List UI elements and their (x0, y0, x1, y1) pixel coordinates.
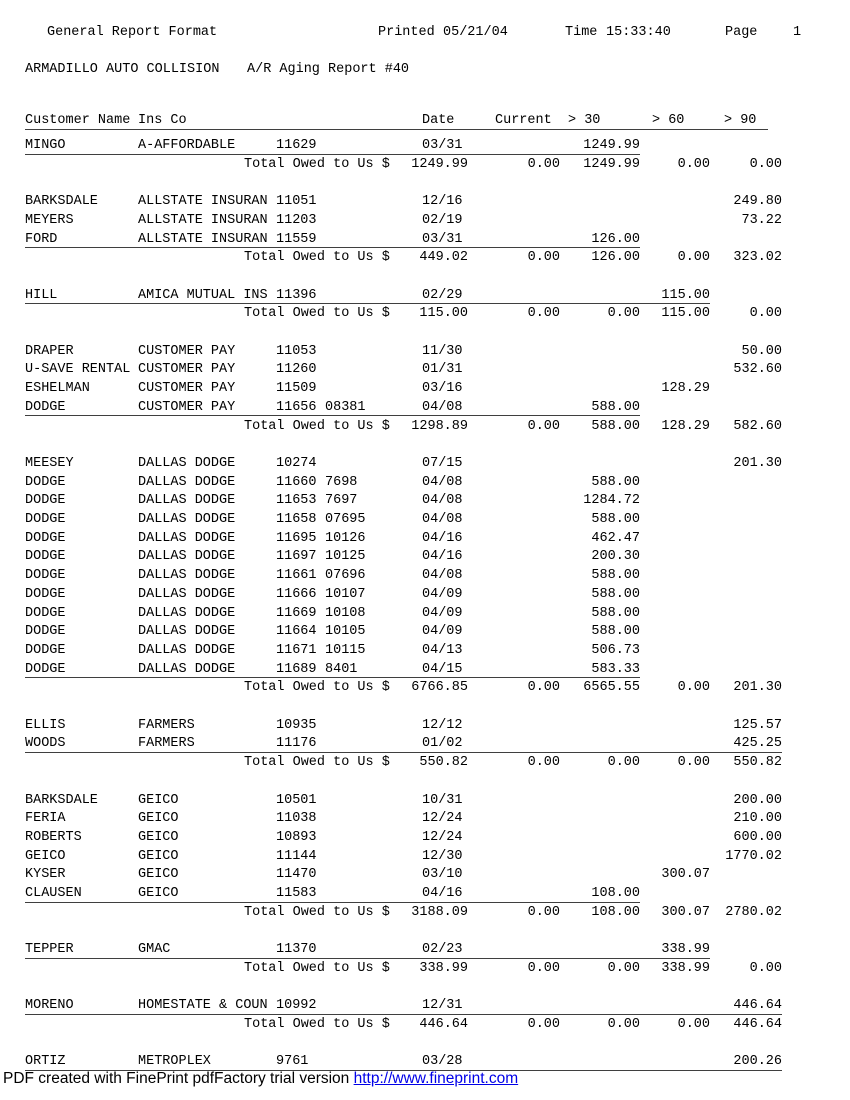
total-over-30-cell: 588.00 (591, 418, 640, 434)
customer-name-cell: MEESEY (25, 455, 74, 471)
date-cell: 04/08 (422, 568, 463, 584)
total-current-cell: 0.00 (527, 960, 560, 976)
claim-cell: 7697 (325, 493, 358, 509)
customer-name-cell: KYSER (25, 867, 66, 883)
customer-name-cell: FORD (25, 231, 58, 247)
total-over-60-cell: 115.00 (661, 306, 710, 322)
ins-co-cell: DALLAS DODGE (138, 455, 236, 471)
customer-name-cell: MINGO (25, 138, 66, 153)
ins-co-cell: GMAC (138, 942, 171, 958)
customer-name-cell: DODGE (25, 642, 66, 658)
ins-co-cell: DALLAS DODGE (138, 474, 236, 490)
invoice-cell: 11697 (276, 549, 317, 565)
claim-cell: 07696 (325, 568, 366, 584)
date-cell: 04/13 (422, 642, 463, 658)
over-30-cell: 588.00 (591, 624, 640, 640)
total-amount-cell: 1249.99 (411, 156, 468, 172)
ins-co-cell: AMICA MUTUAL INS (138, 287, 268, 303)
total-over-30-cell: 0.00 (607, 1016, 640, 1032)
total-amount-cell: 338.99 (419, 960, 468, 976)
total-over-60-cell: 0.00 (677, 755, 710, 771)
customer-name-cell: HILL (25, 287, 58, 303)
total-label: Total Owed to Us $ (244, 418, 390, 434)
total-label: Total Owed to Us $ (244, 755, 390, 771)
invoice-cell: 11260 (276, 362, 317, 378)
total-over-90-cell: 0.00 (749, 960, 782, 976)
invoice-cell: 11176 (276, 736, 317, 752)
total-over-60-cell: 0.00 (677, 250, 710, 266)
ins-co-cell: DALLAS DODGE (138, 493, 236, 509)
ins-co-cell: CUSTOMER PAY (138, 343, 236, 359)
group-total-row (0, 157, 850, 176)
date-cell: 12/16 (422, 194, 463, 210)
claim-cell: 10126 (325, 530, 366, 546)
ins-co-cell: DALLAS DODGE (138, 549, 236, 565)
over-90-cell: 249.80 (733, 194, 782, 210)
ins-co-cell: DALLAS DODGE (138, 568, 236, 584)
report-row (0, 793, 850, 812)
customer-name-cell: DODGE (25, 605, 66, 621)
date-cell: 02/19 (422, 212, 463, 228)
group-underline (25, 303, 710, 304)
company-name: ARMADILLO AUTO COLLISION (25, 62, 220, 77)
ins-co-cell: DALLAS DODGE (138, 586, 236, 602)
total-current-cell: 0.00 (527, 680, 560, 696)
group-total-row (0, 680, 850, 699)
ins-co-cell: A-AFFORDABLE (138, 138, 236, 153)
total-over-30-cell: 0.00 (607, 306, 640, 322)
total-over-90-cell: 2780.02 (725, 904, 782, 920)
ins-co-cell: METROPLEX (138, 1054, 211, 1070)
invoice-cell: 10935 (276, 717, 317, 733)
claim-cell: 07695 (325, 512, 366, 527)
total-amount-cell: 550.82 (419, 755, 468, 771)
date-cell: 04/08 (422, 399, 463, 415)
ins-co-cell: CUSTOMER PAY (138, 381, 236, 397)
date-cell: 12/24 (422, 829, 463, 845)
report-row (0, 213, 850, 232)
ins-co-cell: DALLAS DODGE (138, 530, 236, 546)
customer-name-cell: CLAUSEN (25, 886, 82, 901)
total-current-cell: 0.00 (527, 156, 560, 172)
total-amount-cell: 6766.85 (411, 680, 468, 696)
over-30-cell: 108.00 (591, 886, 640, 901)
over-90-cell: 201.30 (733, 455, 782, 471)
customer-name-cell: BARKSDALE (25, 792, 98, 808)
total-label: Total Owed to Us $ (244, 680, 390, 696)
total-over-30-cell: 1249.99 (583, 156, 640, 172)
report-row (0, 362, 850, 381)
report-row (0, 643, 850, 662)
over-30-cell: 588.00 (591, 605, 640, 621)
over-30-cell: 588.00 (591, 568, 640, 584)
over-90-cell: 200.26 (733, 1054, 782, 1070)
customer-name-cell: BARKSDALE (25, 194, 98, 210)
col-over-90: > 90 (724, 113, 757, 128)
over-90-cell: 73.22 (741, 212, 782, 228)
over-90-cell: 210.00 (733, 811, 782, 827)
total-over-90-cell: 446.64 (733, 1016, 782, 1032)
report-row (0, 493, 850, 512)
ins-co-cell: FARMERS (138, 736, 195, 752)
group-total-row (0, 755, 850, 774)
ins-co-cell: DALLAS DODGE (138, 605, 236, 621)
over-30-cell: 126.00 (591, 231, 640, 247)
date-cell: 12/24 (422, 811, 463, 827)
customer-name-cell: DODGE (25, 512, 66, 527)
claim-cell: 10125 (325, 549, 366, 565)
date-cell: 02/29 (422, 287, 463, 303)
invoice-cell: 11695 (276, 530, 317, 546)
claim-cell: 7698 (325, 474, 358, 490)
time-label: Time (565, 25, 598, 40)
customer-name-cell: WOODS (25, 736, 66, 752)
total-over-60-cell: 0.00 (677, 1016, 710, 1032)
over-90-cell: 446.64 (733, 998, 782, 1014)
total-label: Total Owed to Us $ (244, 306, 390, 322)
report-row (0, 811, 850, 830)
group-underline (25, 1014, 782, 1015)
footer-text: PDF created with FinePrint pdfFactory trial version (3, 1070, 354, 1087)
ins-co-cell: GEICO (138, 792, 179, 808)
claim-cell: 08381 (325, 399, 366, 415)
total-amount-cell: 1298.89 (411, 418, 468, 434)
date-cell: 02/23 (422, 942, 463, 958)
ins-co-cell: DALLAS DODGE (138, 624, 236, 640)
date-cell: 03/16 (422, 381, 463, 397)
customer-name-cell: U-SAVE RENTAL (25, 362, 131, 378)
col-over-30: > 30 (568, 113, 601, 128)
over-60-cell: 115.00 (661, 287, 710, 303)
customer-name-cell: ROBERTS (25, 829, 82, 845)
over-90-cell: 50.00 (741, 343, 782, 359)
date-cell: 11/30 (422, 343, 463, 359)
invoice-cell: 11396 (276, 287, 317, 303)
report-format-title: General Report Format (47, 25, 218, 40)
date-cell: 01/02 (422, 736, 463, 752)
over-30-cell: 588.00 (591, 399, 640, 415)
report-row (0, 475, 850, 494)
date-cell: 12/30 (422, 848, 463, 864)
total-over-30-cell: 108.00 (591, 904, 640, 920)
customer-name-cell: DODGE (25, 399, 66, 415)
total-amount-cell: 115.00 (419, 306, 468, 322)
total-over-60-cell: 338.99 (661, 960, 710, 976)
group-underline (25, 958, 710, 959)
date-cell: 07/15 (422, 455, 463, 471)
report-row (0, 830, 850, 849)
date-cell: 03/31 (422, 138, 463, 153)
date-cell: 03/31 (422, 231, 463, 247)
invoice-cell: 11629 (276, 138, 317, 153)
invoice-cell: 11583 (276, 886, 317, 901)
total-amount-cell: 3188.09 (411, 904, 468, 920)
date-cell: 10/31 (422, 792, 463, 808)
over-30-cell: 583.33 (591, 661, 640, 677)
over-90-cell: 425.25 (733, 736, 782, 752)
over-60-cell: 128.29 (661, 381, 710, 397)
total-over-90-cell: 0.00 (749, 306, 782, 322)
group-underline (25, 154, 640, 155)
ins-co-cell: CUSTOMER PAY (138, 362, 236, 378)
ins-co-cell: CUSTOMER PAY (138, 399, 236, 415)
col-ins-co: Ins Co (138, 113, 187, 128)
over-30-cell: 588.00 (591, 512, 640, 527)
ins-co-cell: FARMERS (138, 717, 195, 733)
ins-co-cell: ALLSTATE INSURAN (138, 194, 268, 210)
report-row (0, 568, 850, 587)
date-cell: 04/09 (422, 605, 463, 621)
date-cell: 04/16 (422, 886, 463, 901)
report-name: A/R Aging Report #40 (247, 62, 410, 77)
total-label: Total Owed to Us $ (244, 904, 390, 920)
date-cell: 04/16 (422, 530, 463, 546)
over-60-cell: 300.07 (661, 867, 710, 883)
claim-cell: 10105 (325, 624, 366, 640)
date-cell: 03/10 (422, 867, 463, 883)
report-row (0, 849, 850, 868)
report-row (0, 624, 850, 643)
claim-cell: 8401 (325, 661, 358, 677)
ins-co-cell: GEICO (138, 829, 179, 845)
group-underline (25, 247, 640, 248)
invoice-cell: 11653 (276, 493, 317, 509)
over-30-cell: 1284.72 (583, 493, 640, 509)
customer-name-cell: DODGE (25, 661, 66, 677)
invoice-cell: 11051 (276, 194, 317, 210)
over-30-cell: 506.73 (591, 642, 640, 658)
ins-co-cell: GEICO (138, 848, 179, 864)
total-over-90-cell: 323.02 (733, 250, 782, 266)
header-underline (25, 129, 768, 130)
over-90-cell: 600.00 (733, 829, 782, 845)
customer-name-cell: MEYERS (25, 212, 74, 228)
col-current: Current (495, 113, 552, 128)
over-90-cell: 200.00 (733, 792, 782, 808)
over-30-cell: 1249.99 (583, 138, 640, 153)
date-cell: 04/15 (422, 661, 463, 677)
invoice-cell: 11038 (276, 811, 317, 827)
ins-co-cell: ALLSTATE INSURAN (138, 231, 268, 247)
customer-name-cell: DODGE (25, 568, 66, 584)
ins-co-cell: GEICO (138, 811, 179, 827)
invoice-cell: 11671 (276, 642, 317, 658)
customer-name-cell: DODGE (25, 474, 66, 490)
total-current-cell: 0.00 (527, 1016, 560, 1032)
total-over-30-cell: 0.00 (607, 755, 640, 771)
over-60-cell: 338.99 (661, 942, 710, 958)
invoice-cell: 11661 (276, 568, 317, 584)
total-current-cell: 0.00 (527, 755, 560, 771)
invoice-cell: 11660 (276, 474, 317, 490)
report-row (0, 531, 850, 550)
page-label: Page (725, 25, 758, 40)
customer-name-cell: DODGE (25, 493, 66, 509)
total-amount-cell: 449.02 (419, 250, 468, 266)
date-cell: 04/16 (422, 549, 463, 565)
invoice-cell: 11203 (276, 212, 317, 228)
group-total-row (0, 306, 850, 325)
customer-name-cell: DODGE (25, 549, 66, 565)
ins-co-cell: GEICO (138, 867, 179, 883)
customer-name-cell: ESHELMAN (25, 381, 90, 397)
group-underline (25, 677, 640, 678)
total-current-cell: 0.00 (527, 904, 560, 920)
col-over-60: > 60 (652, 113, 685, 128)
total-label: Total Owed to Us $ (244, 960, 390, 976)
date-cell: 04/08 (422, 512, 463, 527)
date-cell: 04/08 (422, 474, 463, 490)
fineprint-link[interactable]: http://www.fineprint.com (353, 1070, 519, 1087)
date-cell: 12/12 (422, 717, 463, 733)
group-total-row (0, 419, 850, 438)
invoice-cell: 11053 (276, 343, 317, 359)
report-row (0, 606, 850, 625)
page-number: 1 (793, 25, 802, 40)
total-over-30-cell: 126.00 (591, 250, 640, 266)
total-over-60-cell: 0.00 (677, 156, 710, 172)
report-row (0, 456, 850, 475)
total-over-90-cell: 582.60 (733, 418, 782, 434)
total-over-30-cell: 0.00 (607, 960, 640, 976)
over-30-cell: 588.00 (591, 586, 640, 602)
report-row (0, 867, 850, 886)
claim-cell: 10107 (325, 586, 366, 602)
total-over-90-cell: 550.82 (733, 755, 782, 771)
customer-name-cell: MORENO (25, 998, 74, 1014)
report-row (0, 344, 850, 363)
ins-co-cell: HOMESTATE & COUN (138, 998, 268, 1014)
invoice-cell: 10501 (276, 792, 317, 808)
group-total-row (0, 961, 850, 980)
time-value: 15:33:40 (606, 25, 671, 40)
customer-name-cell: DODGE (25, 624, 66, 640)
invoice-cell: 11664 (276, 624, 317, 640)
total-over-60-cell: 0.00 (677, 680, 710, 696)
date-cell: 04/09 (422, 624, 463, 640)
invoice-cell: 11144 (276, 848, 317, 864)
over-30-cell: 588.00 (591, 474, 640, 490)
report-row (0, 512, 850, 531)
claim-cell: 10108 (325, 605, 366, 621)
date-cell: 03/28 (422, 1054, 463, 1070)
report-row (0, 587, 850, 606)
group-total-row (0, 1017, 850, 1036)
date-cell: 04/09 (422, 586, 463, 602)
total-over-90-cell: 0.00 (749, 156, 782, 172)
invoice-cell: 11559 (276, 231, 317, 247)
invoice-cell: 11689 (276, 661, 317, 677)
invoice-cell: 10274 (276, 455, 317, 471)
date-cell: 01/31 (422, 362, 463, 378)
claim-cell: 10115 (325, 642, 366, 658)
total-over-90-cell: 201.30 (733, 680, 782, 696)
customer-name-cell: TEPPER (25, 942, 74, 958)
over-90-cell: 532.60 (733, 362, 782, 378)
group-underline (25, 902, 640, 903)
total-amount-cell: 446.64 (419, 1016, 468, 1032)
report-row (0, 718, 850, 737)
date-cell: 04/08 (422, 493, 463, 509)
invoice-cell: 11656 (276, 399, 317, 415)
report-row (0, 381, 850, 400)
invoice-cell: 9761 (276, 1054, 309, 1070)
invoice-cell: 11509 (276, 381, 317, 397)
group-underline (25, 752, 782, 753)
invoice-cell: 11658 (276, 512, 317, 527)
group-total-row (0, 250, 850, 269)
total-current-cell: 0.00 (527, 418, 560, 434)
total-over-60-cell: 300.07 (661, 904, 710, 920)
customer-name-cell: DODGE (25, 530, 66, 546)
total-current-cell: 0.00 (527, 250, 560, 266)
total-label: Total Owed to Us $ (244, 156, 390, 172)
total-label: Total Owed to Us $ (244, 1016, 390, 1032)
ins-co-cell: DALLAS DODGE (138, 642, 236, 658)
date-cell: 12/31 (422, 998, 463, 1014)
over-30-cell: 462.47 (591, 530, 640, 546)
col-customer-name: Customer Name (25, 113, 131, 128)
invoice-cell: 11669 (276, 605, 317, 621)
over-90-cell: 1770.02 (725, 848, 782, 864)
customer-name-cell: FERIA (25, 811, 66, 827)
invoice-cell: 11666 (276, 586, 317, 602)
printed-label: Printed (378, 25, 435, 40)
invoice-cell: 11370 (276, 942, 317, 958)
total-current-cell: 0.00 (527, 306, 560, 322)
customer-name-cell: ORTIZ (25, 1054, 66, 1070)
printed-date: 05/21/04 (443, 25, 508, 40)
report-row (0, 194, 850, 213)
invoice-cell: 10893 (276, 829, 317, 845)
pdf-footer (3, 1070, 518, 1088)
customer-name-cell: GEICO (25, 848, 66, 864)
group-underline (25, 415, 640, 416)
customer-name-cell: DODGE (25, 586, 66, 602)
total-over-60-cell: 128.29 (661, 418, 710, 434)
invoice-cell: 11470 (276, 867, 317, 883)
col-date: Date (422, 113, 455, 128)
total-over-30-cell: 6565.55 (583, 680, 640, 696)
ins-co-cell: DALLAS DODGE (138, 661, 236, 677)
customer-name-cell: ELLIS (25, 717, 66, 733)
total-label: Total Owed to Us $ (244, 250, 390, 266)
invoice-cell: 10992 (276, 998, 317, 1014)
over-30-cell: 200.30 (591, 549, 640, 565)
ins-co-cell: ALLSTATE INSURAN (138, 212, 268, 228)
ins-co-cell: GEICO (138, 886, 179, 901)
customer-name-cell: DRAPER (25, 343, 74, 359)
report-row (0, 549, 850, 568)
group-total-row (0, 905, 850, 924)
over-90-cell: 125.57 (733, 717, 782, 733)
ins-co-cell: DALLAS DODGE (138, 512, 236, 527)
